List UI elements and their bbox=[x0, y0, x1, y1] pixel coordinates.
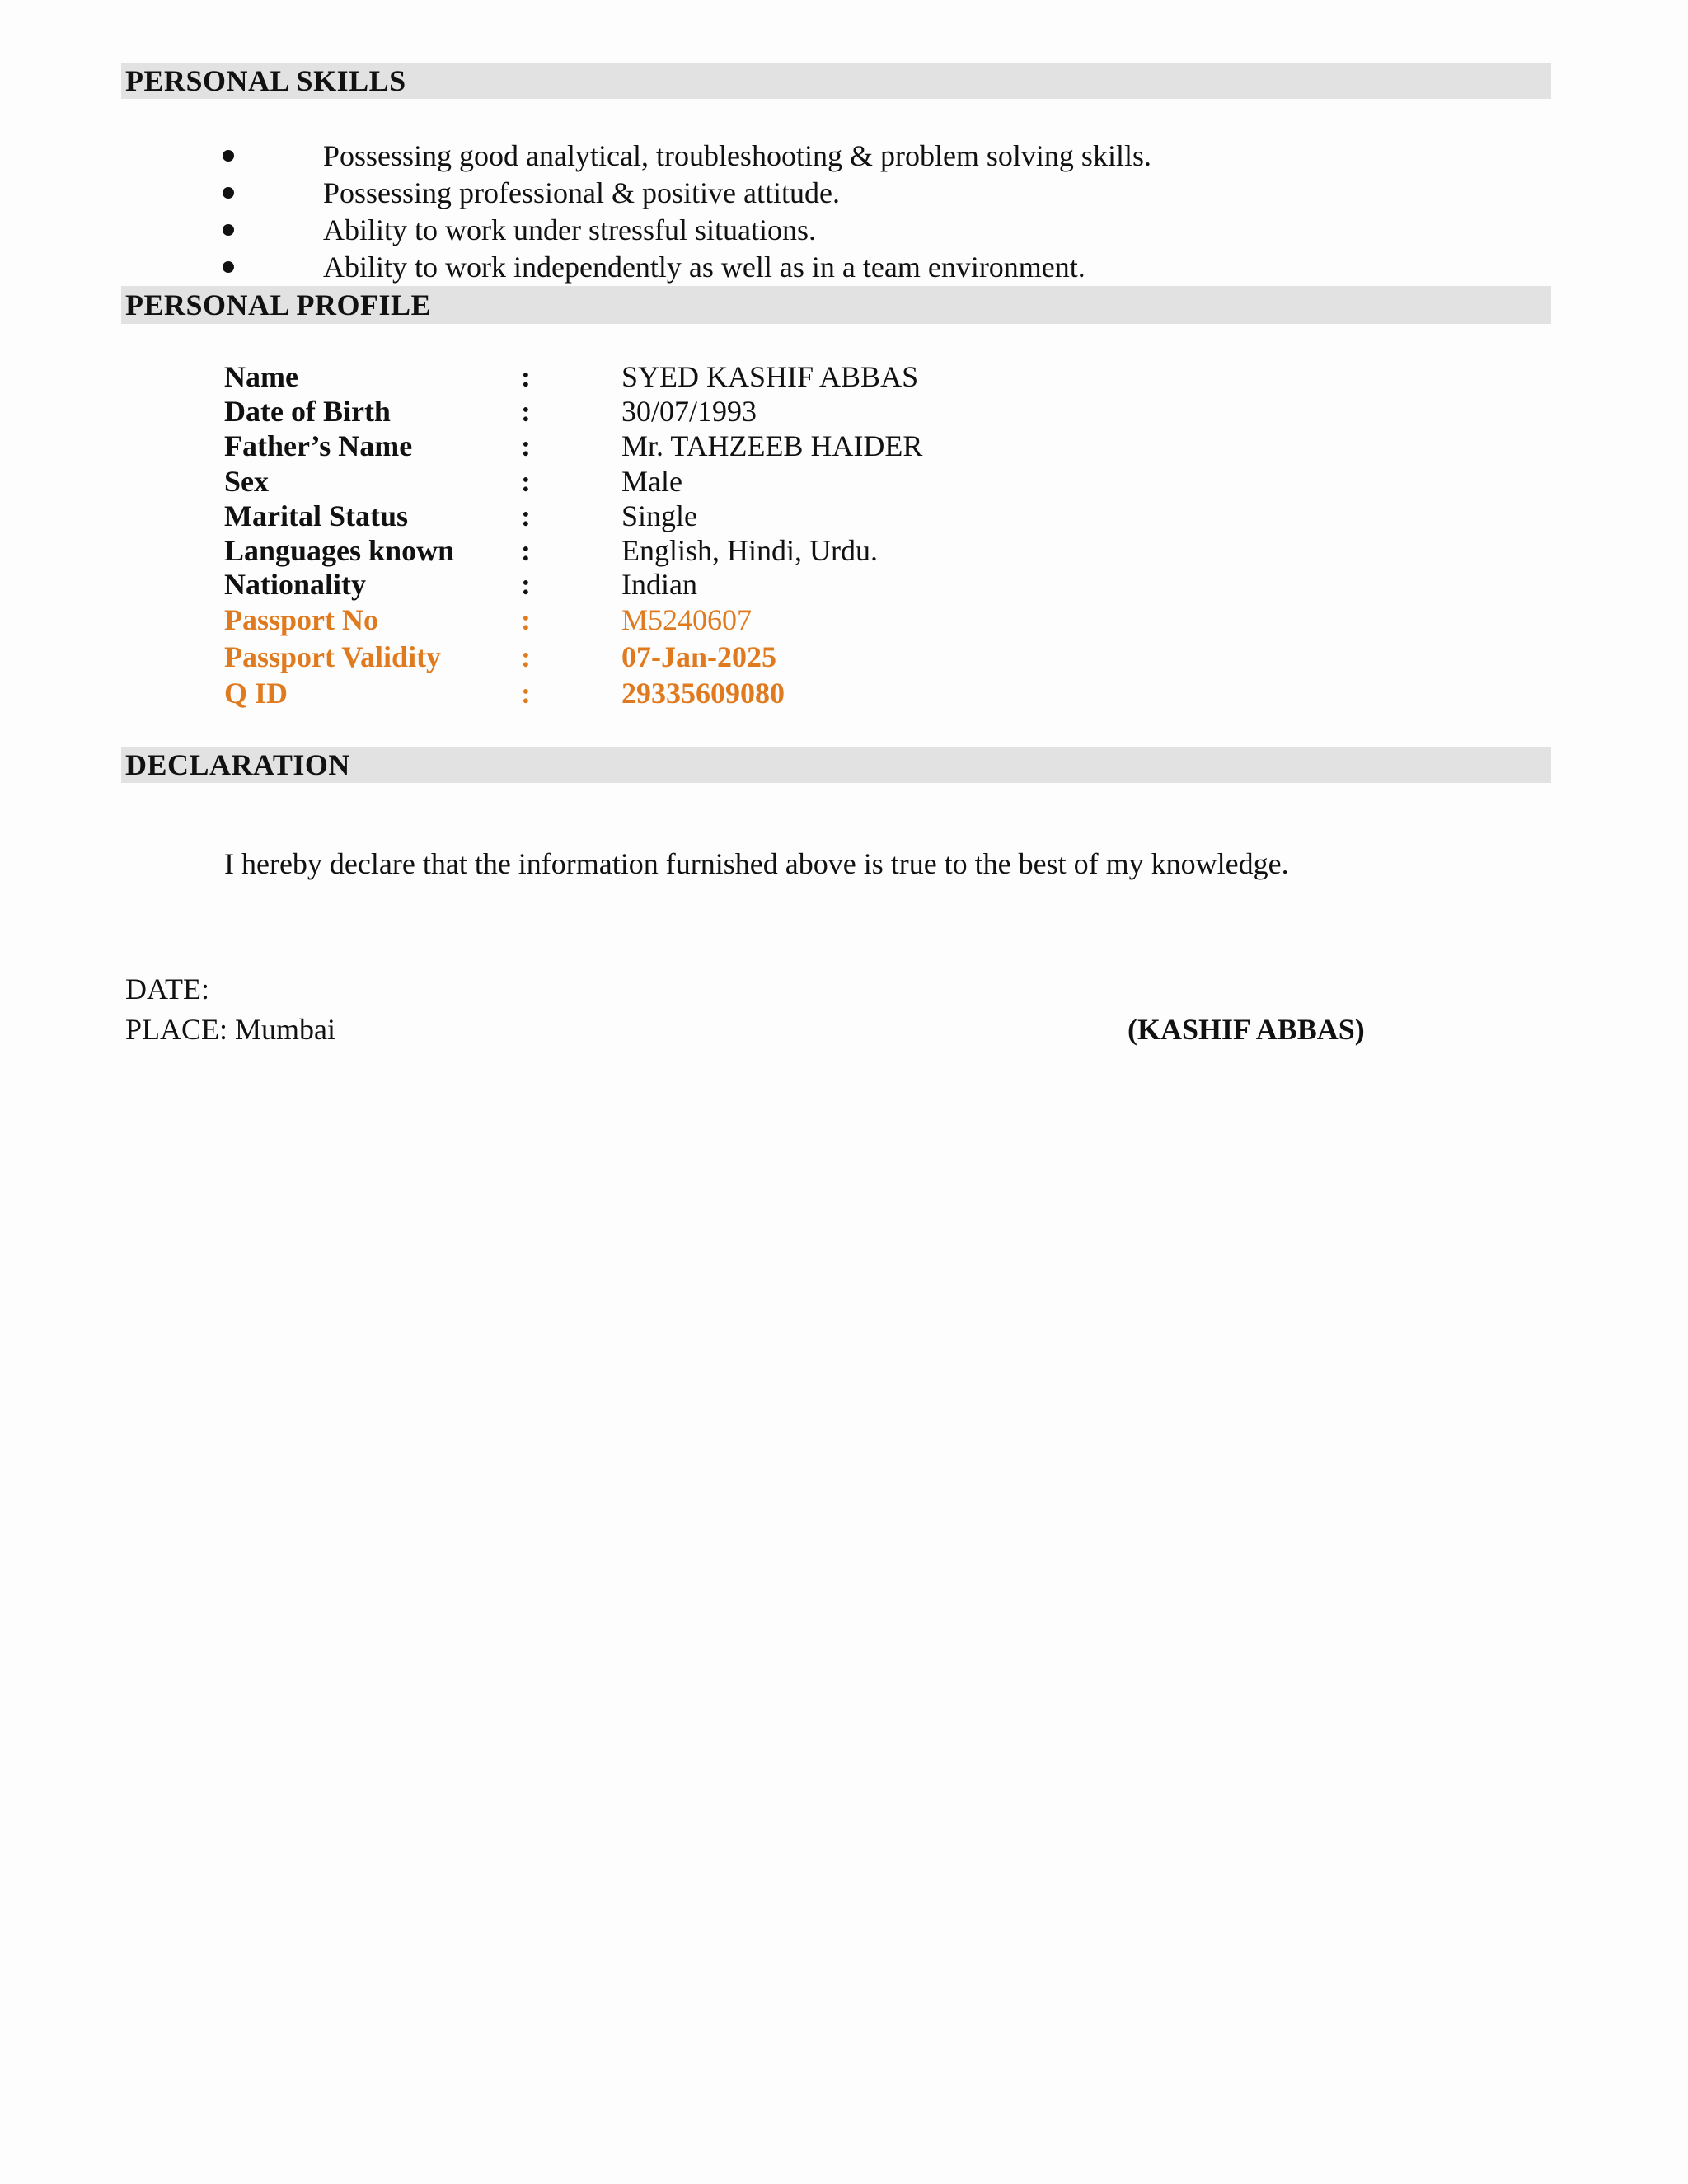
profile-value-father: Mr. TAHZEEB HAIDER bbox=[621, 429, 923, 462]
profile-value-name: SYED KASHIF ABBAS bbox=[621, 360, 919, 393]
profile-label-marital: Marital Status bbox=[224, 499, 408, 532]
profile-value-nationality: Indian bbox=[621, 568, 697, 601]
profile-separator: : bbox=[521, 603, 531, 636]
profile-label-sex: Sex bbox=[224, 465, 269, 498]
skill-item: Ability to work independently as well as in a team environment. bbox=[323, 251, 1085, 284]
profile-value-qid: 29335609080 bbox=[621, 677, 785, 710]
profile-label-nationality: Nationality bbox=[224, 568, 367, 601]
profile-separator: : bbox=[521, 429, 531, 462]
profile-separator: : bbox=[521, 499, 531, 532]
signature-name: (KASHIF ABBAS) bbox=[1128, 1013, 1365, 1046]
date-label: DATE: bbox=[125, 972, 209, 1005]
profile-value-passport-validity: 07-Jan-2025 bbox=[621, 640, 776, 673]
profile-label-qid: Q ID bbox=[224, 677, 288, 710]
section-heading-skills: PERSONAL SKILLS bbox=[125, 64, 406, 97]
skill-item: Possessing professional & positive attitude. bbox=[323, 176, 840, 209]
profile-label-passport-validity: Passport Validity bbox=[224, 640, 442, 673]
section-heading-profile: PERSONAL PROFILE bbox=[125, 288, 432, 321]
profile-label-dob: Date of Birth bbox=[224, 395, 391, 428]
bullet-icon bbox=[223, 261, 234, 273]
place-label: PLACE: Mumbai bbox=[125, 1013, 336, 1046]
profile-value-passport-no: M5240607 bbox=[621, 603, 753, 636]
profile-value-sex: Male bbox=[621, 465, 682, 498]
profile-label-father: Father’s Name bbox=[224, 429, 413, 462]
bullet-icon bbox=[223, 187, 234, 199]
profile-value-dob: 30/07/1993 bbox=[621, 395, 757, 428]
profile-separator: : bbox=[521, 360, 531, 393]
profile-separator: : bbox=[521, 395, 531, 428]
profile-separator: : bbox=[521, 534, 531, 567]
declaration-text: I hereby declare that the information furnished above is true to the best of my knowledge. bbox=[224, 847, 1289, 880]
profile-value-languages: English, Hindi, Urdu. bbox=[621, 534, 878, 567]
profile-label-name: Name bbox=[224, 360, 298, 393]
profile-separator: : bbox=[521, 640, 531, 673]
skill-item: Ability to work under stressful situations. bbox=[323, 213, 816, 246]
profile-separator: : bbox=[521, 677, 531, 710]
profile-label-languages: Languages known bbox=[224, 534, 455, 567]
bullet-icon bbox=[223, 150, 234, 162]
profile-value-marital: Single bbox=[621, 499, 698, 532]
section-heading-declaration: DECLARATION bbox=[125, 748, 350, 781]
skill-item: Possessing good analytical, troubleshooting & problem solving skills. bbox=[323, 139, 1151, 172]
profile-separator: : bbox=[521, 465, 531, 498]
profile-separator: : bbox=[521, 568, 531, 601]
profile-label-passport-no: Passport No bbox=[224, 603, 378, 636]
bullet-icon bbox=[223, 224, 234, 236]
